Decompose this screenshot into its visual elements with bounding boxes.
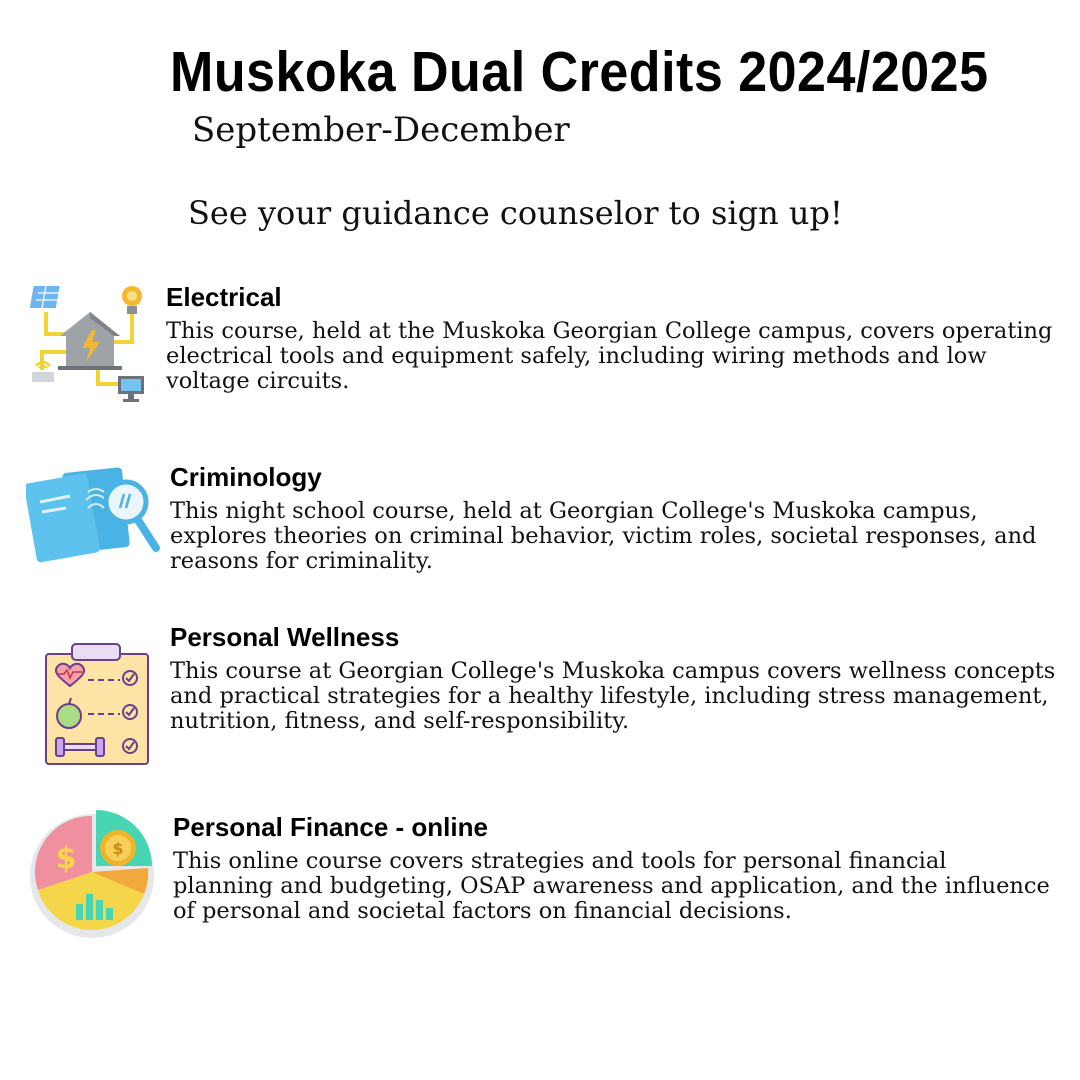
page-title: Muskoka Dual Credits 2024/2025: [170, 41, 989, 104]
course-personal-wellness: [170, 622, 1060, 734]
course-electrical: [166, 282, 1056, 394]
course-title: Criminology: [170, 462, 322, 492]
course-title: Personal Finance - online: [173, 812, 488, 842]
course-title: Electrical: [166, 282, 282, 312]
course-description: This course, held at the Muskoka Georgian College campus, covers operating electrical tools and equipment safely, including wiring methods and low voltage circuits.: [166, 318, 1053, 394]
term-subtitle: September-December: [192, 110, 570, 150]
svg-text:$: $: [55, 841, 77, 876]
fingerprint-icon: [26, 464, 162, 564]
finance-pie-icon: [28, 808, 158, 938]
signup-call-to-action: See your guidance counselor to sign up!: [188, 194, 843, 232]
course-description: This online course covers strategies and tools for personal financial planning and budgeting, OSAP awareness and application, and the influence of personal and societal factors on financial decisions.: [173, 848, 1050, 924]
course-personal-finance: [173, 812, 1053, 924]
wellness-checklist-icon: [44, 640, 152, 768]
svg-text:$: $: [112, 839, 124, 858]
course-title: Personal Wellness: [170, 622, 400, 652]
course-description: This night school course, held at Georgian College's Muskoka campus, explores theories on criminal behavior, victim roles, societal responses, and reasons for criminality.: [170, 498, 1037, 574]
course-description: This course at Georgian College's Muskoka campus covers wellness concepts and practical strategies for a healthy lifestyle, including stress management, nutrition, fitness, and self-responsibility.: [170, 658, 1056, 734]
electrical-icon: [28, 284, 150, 406]
course-criminology: [170, 462, 1060, 574]
